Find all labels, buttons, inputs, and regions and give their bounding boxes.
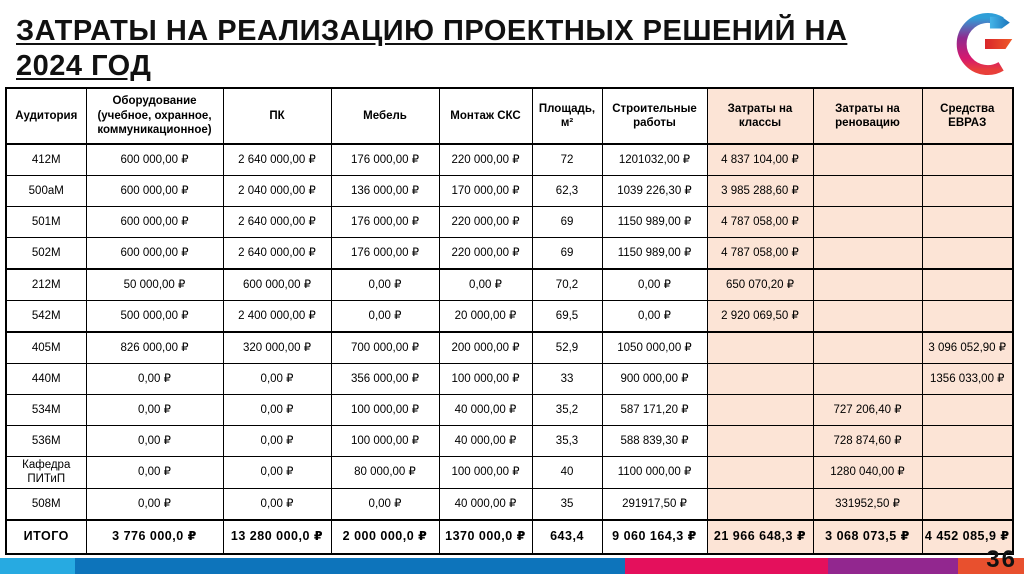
row-label: ИТОГО [6, 520, 86, 554]
table-cell: 650 070,20 ₽ [707, 269, 813, 301]
table-cell: 170 000,00 ₽ [439, 176, 532, 207]
table-cell [707, 364, 813, 395]
table-cell: 1370 000,0 ₽ [439, 520, 532, 554]
table-cell: 40 000,00 ₽ [439, 426, 532, 457]
table-cell [813, 176, 922, 207]
table-cell: 220 000,00 ₽ [439, 207, 532, 238]
table-cell: 0,00 ₽ [331, 301, 439, 333]
table-cell: 52,9 [532, 332, 602, 364]
table-cell: 500 000,00 ₽ [86, 301, 223, 333]
table-row [6, 332, 1013, 364]
table-cell: 0,00 ₽ [223, 488, 331, 520]
column-header: Средства ЕВРАЗ [922, 88, 1013, 144]
table-cell: 176 000,00 ₽ [331, 238, 439, 270]
table-cell [922, 301, 1013, 333]
table-cell: 4 837 104,00 ₽ [707, 144, 813, 176]
column-header: Оборудование (учебное, охранное, коммуникационное) [86, 88, 223, 144]
table-cell: 35,3 [532, 426, 602, 457]
table-cell [922, 144, 1013, 176]
table-cell [813, 238, 922, 270]
table-cell: 70,2 [532, 269, 602, 301]
table-cell: 69,5 [532, 301, 602, 333]
footer-stripe [0, 558, 1024, 574]
table-row [6, 395, 1013, 426]
table-cell: 3 985 288,60 ₽ [707, 176, 813, 207]
table-row [6, 488, 1013, 520]
table-cell [922, 207, 1013, 238]
table-cell: 3 776 000,0 ₽ [86, 520, 223, 554]
stripe-segment [75, 558, 625, 574]
table-cell: 0,00 ₽ [223, 426, 331, 457]
row-label: 405М [6, 332, 86, 364]
table-cell: 69 [532, 238, 602, 270]
row-label: 508М [6, 488, 86, 520]
costs-table [5, 87, 1014, 555]
table-cell: 1280 040,00 ₽ [813, 457, 922, 489]
table-cell: 2 640 000,00 ₽ [223, 238, 331, 270]
table-cell: 62,3 [532, 176, 602, 207]
column-header: ПК [223, 88, 331, 144]
table-cell: 33 [532, 364, 602, 395]
row-label: Кафедра ПИТиП [6, 457, 86, 489]
table-cell [707, 457, 813, 489]
table-cell [707, 332, 813, 364]
total-row [6, 520, 1013, 554]
stripe-segment [828, 558, 958, 574]
table-cell: 72 [532, 144, 602, 176]
table-cell: 21 966 648,3 ₽ [707, 520, 813, 554]
row-label: 212М [6, 269, 86, 301]
table-cell: 2 000 000,0 ₽ [331, 520, 439, 554]
table-cell: 1100 000,00 ₽ [602, 457, 707, 489]
table-cell: 4 787 058,00 ₽ [707, 238, 813, 270]
table-cell: 356 000,00 ₽ [331, 364, 439, 395]
table-cell: 600 000,00 ₽ [86, 207, 223, 238]
table-cell [707, 488, 813, 520]
table-cell [813, 364, 922, 395]
column-header: Затраты на классы [707, 88, 813, 144]
stripe-segment [625, 558, 828, 574]
table-cell: 220 000,00 ₽ [439, 238, 532, 270]
table-cell: 0,00 ₽ [223, 395, 331, 426]
table-cell [922, 426, 1013, 457]
table-row [6, 144, 1013, 176]
table-cell: 35,2 [532, 395, 602, 426]
table-cell: 50 000,00 ₽ [86, 269, 223, 301]
row-label: 412М [6, 144, 86, 176]
table-cell: 727 206,40 ₽ [813, 395, 922, 426]
table-cell: 728 874,60 ₽ [813, 426, 922, 457]
table-cell [813, 301, 922, 333]
table-cell: 1039 226,30 ₽ [602, 176, 707, 207]
table-cell: 2 040 000,00 ₽ [223, 176, 331, 207]
table-cell: 13 280 000,0 ₽ [223, 520, 331, 554]
stripe-segment [0, 558, 75, 574]
table-body [6, 144, 1013, 554]
table-cell: 4 787 058,00 ₽ [707, 207, 813, 238]
column-header: Площадь, м² [532, 88, 602, 144]
table-cell: 588 839,30 ₽ [602, 426, 707, 457]
table-cell: 176 000,00 ₽ [331, 144, 439, 176]
table-cell: 1356 033,00 ₽ [922, 364, 1013, 395]
page-number: 36 [986, 546, 1017, 573]
table-cell: 2 920 069,50 ₽ [707, 301, 813, 333]
table-cell: 9 060 164,3 ₽ [602, 520, 707, 554]
table-cell [922, 488, 1013, 520]
table-cell: 3 068 073,5 ₽ [813, 520, 922, 554]
table-cell: 40 [532, 457, 602, 489]
table-row [6, 238, 1013, 270]
row-label: 536М [6, 426, 86, 457]
table-cell: 100 000,00 ₽ [439, 364, 532, 395]
table-row [6, 426, 1013, 457]
row-label: 502М [6, 238, 86, 270]
table-row [6, 457, 1013, 489]
table-cell [922, 457, 1013, 489]
table-cell: 643,4 [532, 520, 602, 554]
table-cell: 176 000,00 ₽ [331, 207, 439, 238]
table-cell: 4 452 085,9 ₽ [922, 520, 1013, 554]
column-header: Строительные работы [602, 88, 707, 144]
table-cell: 69 [532, 207, 602, 238]
table-cell: 0,00 ₽ [331, 269, 439, 301]
table-cell: 3 096 052,90 ₽ [922, 332, 1013, 364]
row-label: 542М [6, 301, 86, 333]
table-row [6, 269, 1013, 301]
table-cell: 20 000,00 ₽ [439, 301, 532, 333]
table-cell: 40 000,00 ₽ [439, 488, 532, 520]
table-cell [922, 176, 1013, 207]
table-cell [813, 332, 922, 364]
table-cell: 0,00 ₽ [602, 301, 707, 333]
table-cell: 900 000,00 ₽ [602, 364, 707, 395]
table-cell: 0,00 ₽ [439, 269, 532, 301]
table-cell: 320 000,00 ₽ [223, 332, 331, 364]
table-cell [922, 269, 1013, 301]
table-cell: 0,00 ₽ [223, 457, 331, 489]
column-header: Монтаж СКС [439, 88, 532, 144]
table-cell: 100 000,00 ₽ [439, 457, 532, 489]
table-cell: 136 000,00 ₽ [331, 176, 439, 207]
table-cell: 0,00 ₽ [331, 488, 439, 520]
table-cell: 600 000,00 ₽ [86, 176, 223, 207]
brand-logo-icon [954, 12, 1016, 76]
table-row [6, 301, 1013, 333]
table-cell: 700 000,00 ₽ [331, 332, 439, 364]
table-cell: 0,00 ₽ [86, 364, 223, 395]
table-cell: 40 000,00 ₽ [439, 395, 532, 426]
table-cell: 600 000,00 ₽ [86, 144, 223, 176]
table-cell [813, 144, 922, 176]
row-label: 500аМ [6, 176, 86, 207]
table-row [6, 176, 1013, 207]
table-cell: 2 640 000,00 ₽ [223, 144, 331, 176]
table-cell [813, 269, 922, 301]
row-label: 501М [6, 207, 86, 238]
row-label: 440М [6, 364, 86, 395]
table-cell: 0,00 ₽ [223, 364, 331, 395]
table-cell: 220 000,00 ₽ [439, 144, 532, 176]
table-cell: 2 640 000,00 ₽ [223, 207, 331, 238]
table-cell [707, 395, 813, 426]
table-cell: 826 000,00 ₽ [86, 332, 223, 364]
table-cell: 80 000,00 ₽ [331, 457, 439, 489]
column-header: Мебель [331, 88, 439, 144]
table-cell: 600 000,00 ₽ [86, 238, 223, 270]
table-cell: 200 000,00 ₽ [439, 332, 532, 364]
table-cell: 100 000,00 ₽ [331, 426, 439, 457]
table-cell [922, 395, 1013, 426]
table-cell: 0,00 ₽ [602, 269, 707, 301]
table-cell: 291917,50 ₽ [602, 488, 707, 520]
table-cell: 0,00 ₽ [86, 395, 223, 426]
table-cell: 1150 989,00 ₽ [602, 238, 707, 270]
table-cell [813, 207, 922, 238]
table-cell: 0,00 ₽ [86, 426, 223, 457]
column-header: Аудитория [6, 88, 86, 144]
table-cell: 0,00 ₽ [86, 457, 223, 489]
table-cell: 331952,50 ₽ [813, 488, 922, 520]
table-cell: 35 [532, 488, 602, 520]
table-cell: 100 000,00 ₽ [331, 395, 439, 426]
table-cell: 1150 989,00 ₽ [602, 207, 707, 238]
header-row [6, 88, 1013, 144]
table-cell [922, 238, 1013, 270]
table-cell: 0,00 ₽ [86, 488, 223, 520]
table-row [6, 364, 1013, 395]
table-cell [707, 426, 813, 457]
column-header: Затраты на реновацию [813, 88, 922, 144]
table-row [6, 207, 1013, 238]
table-cell: 587 171,20 ₽ [602, 395, 707, 426]
table-cell: 600 000,00 ₽ [223, 269, 331, 301]
page-title: ЗАТРАТЫ НА РЕАЛИЗАЦИЮ ПРОЕКТНЫХ РЕШЕНИЙ НА 2024 ГОД [16, 15, 848, 82]
table-cell: 1050 000,00 ₽ [602, 332, 707, 364]
table-cell: 2 400 000,00 ₽ [223, 301, 331, 333]
row-label: 534М [6, 395, 86, 426]
table-cell: 1201032,00 ₽ [602, 144, 707, 176]
